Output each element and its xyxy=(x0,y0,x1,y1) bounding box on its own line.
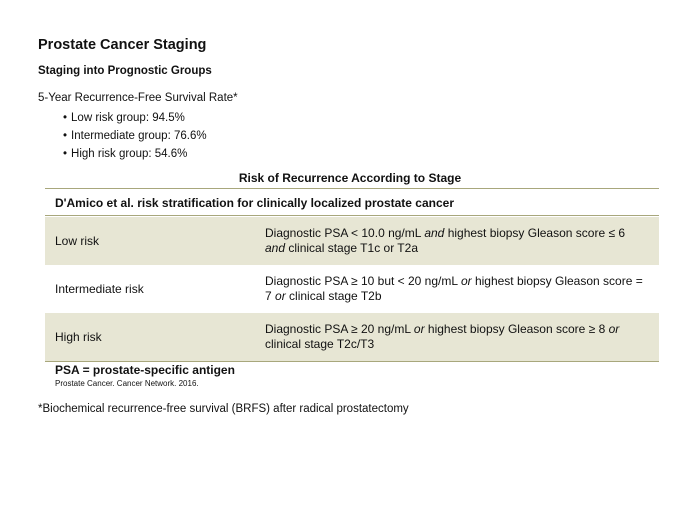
list-item: • Intermediate group: 76.6% xyxy=(63,127,207,145)
survival-list xyxy=(63,109,207,163)
row-label: High risk xyxy=(55,330,102,344)
table-top-rule xyxy=(45,188,659,189)
source-citation: Prostate Cancer. Cancer Network. 2016. xyxy=(55,379,199,388)
page-title: Prostate Cancer Staging xyxy=(38,37,207,53)
footnote: *Biochemical recurrence-free survival (BRFS) after radical prostatectomy xyxy=(38,403,409,415)
row-label: Low risk xyxy=(55,234,100,248)
table-bottom-rule xyxy=(45,361,659,362)
list-item: • Low risk group: 94.5% xyxy=(63,109,207,127)
table-header: D'Amico et al. risk stratification for clinically localized prostate cancer xyxy=(55,196,454,210)
page-subtitle: Staging into Prognostic Groups xyxy=(38,65,212,77)
row-description: Diagnostic PSA ≥ 20 ng/mL or highest biopsy Gleason score ≥ 8 or clinical stage T2c/T3 xyxy=(265,322,620,351)
row-description: Diagnostic PSA ≥ 10 but < 20 ng/mL or highest biopsy Gleason score = 7 or clinical stage T2b xyxy=(265,274,643,303)
table-row-high-risk xyxy=(45,313,659,361)
table-row-low-risk xyxy=(45,217,659,265)
abbreviation-note: PSA = prostate-specific antigen xyxy=(55,363,235,377)
survival-heading: 5-Year Recurrence-Free Survival Rate* xyxy=(38,92,238,104)
table-row-intermediate-risk xyxy=(45,265,659,313)
list-item: • High risk group: 54.6% xyxy=(63,145,207,163)
table-header-rule xyxy=(45,215,659,216)
table-title: Risk of Recurrence According to Stage xyxy=(238,171,462,185)
row-description: Diagnostic PSA < 10.0 ng/mL and highest biopsy Gleason score ≤ 6 and clinical stage T1c or T2a xyxy=(265,226,626,255)
row-label: Intermediate risk xyxy=(55,282,144,296)
